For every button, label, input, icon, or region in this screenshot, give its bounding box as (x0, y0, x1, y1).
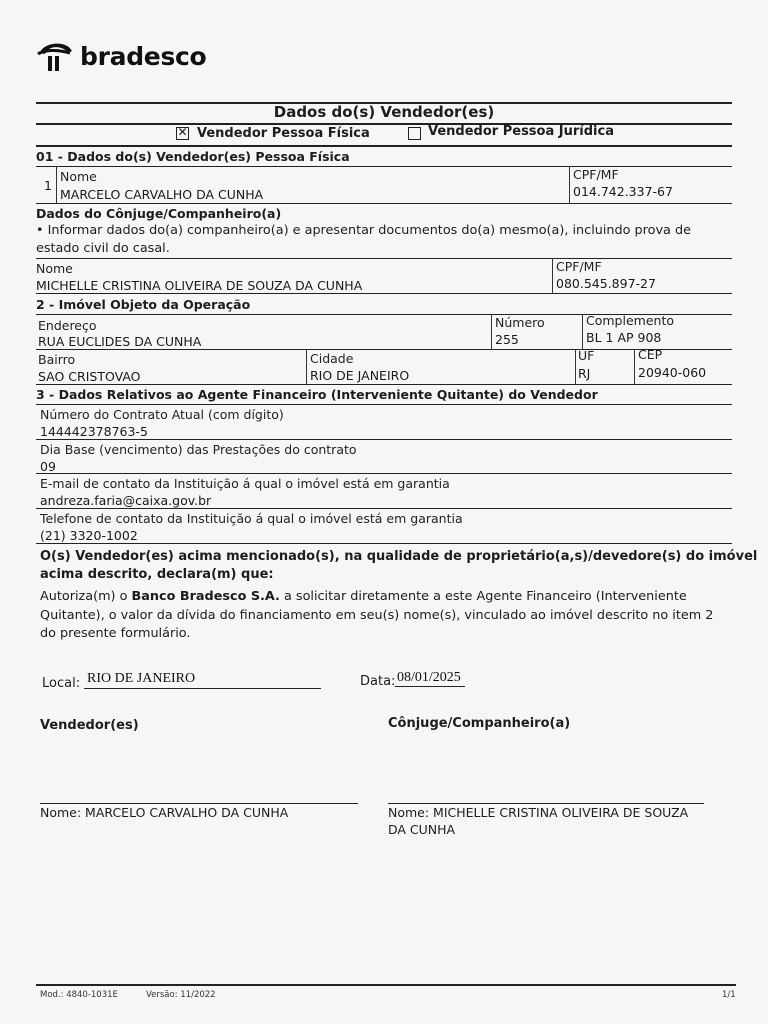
cell-border (552, 258, 553, 294)
vendedor-signature-line (40, 803, 358, 804)
footer-page: 1/1 (722, 990, 736, 1000)
pj-checkbox[interactable] (408, 127, 421, 140)
cell-border (56, 166, 57, 204)
declaration-p1-end: a solicitar diretamente a este Agente Financeiro (Interveniente (279, 589, 687, 604)
check-mark-icon: ✕ (177, 125, 188, 139)
dia-label: Dia Base (vencimento) das Prestações do contrato (40, 442, 357, 457)
cidade-value[interactable]: RIO DE JANEIRO (310, 368, 410, 383)
email-label: E-mail de contato da Instituição á qual o imóvel está em garantia (40, 476, 450, 491)
local-label: Local: (42, 676, 81, 691)
declaration-bank-name: Banco Bradesco S.A. (131, 589, 280, 604)
spouse-nome-value[interactable]: MICHELLE CRISTINA OLIVEIRA DE SOUZA DA CUNHA (36, 278, 363, 293)
section3-heading: 3 - Dados Relativos ao Agente Financeiro (Interveniente Quitante) do Vendedor (36, 387, 598, 402)
cpf-value[interactable]: 014.742.337-67 (573, 184, 673, 199)
declaration-paragraph-line2: Quitante), o valor da dívida do financiamento em seu(s) nome(s), vinculado ao imóvel descrito no item 2 (40, 608, 714, 623)
divider (36, 166, 732, 167)
conjuge-nome-line1: Nome: MICHELLE CRISTINA OLIVEIRA DE SOUZA (388, 805, 689, 820)
spouse-nome-label: Nome (36, 261, 73, 276)
nome-value[interactable]: MARCELO CARVALHO DA CUNHA (60, 187, 264, 202)
spouse-note-line1: • Informar dados do(a) companheiro(a) e apresentar documentos do(a) mesmo(a), incluindo prova de (36, 223, 691, 238)
cell-border (491, 314, 492, 350)
cell-border (569, 166, 570, 204)
divider (36, 543, 732, 544)
contrato-label: Número do Contrato Atual (com dígito) (40, 407, 284, 422)
conjuge-nome-line2: DA CUNHA (388, 822, 456, 837)
cell-border (575, 349, 576, 385)
numero-value[interactable]: 255 (495, 332, 519, 347)
dia-value[interactable]: 09 (40, 459, 56, 474)
bairro-value[interactable]: SAO CRISTOVAO (38, 369, 141, 384)
pf-option-label: Vendedor Pessoa Física (197, 126, 370, 141)
divider (36, 123, 732, 125)
divider (36, 508, 732, 509)
telefone-label: Telefone de contato da Instituição á qual o imóvel está em garantia (40, 511, 463, 526)
pf-checkbox[interactable] (176, 127, 189, 140)
cell-border (634, 349, 635, 385)
bradesco-logo (36, 36, 206, 76)
vendedor-heading: Vendedor(es) (40, 718, 139, 733)
footer-mod: Mod.: 4840-1031E (40, 990, 118, 1000)
conjuge-signature-line (388, 803, 704, 804)
conjuge-heading: Cônjuge/Companheiro(a) (388, 716, 571, 731)
declaration-paragraph-line3: do presente formulário. (40, 626, 191, 641)
endereco-label: Endereço (38, 318, 97, 333)
divider (36, 384, 732, 385)
spouse-note-line2: estado civil do casal. (36, 241, 170, 256)
cell-border (582, 314, 583, 350)
cell-border (306, 349, 307, 385)
section1-heading: 01 - Dados do(s) Vendedor(es) Pessoa Física (36, 149, 350, 164)
declaration-paragraph-line1 (40, 587, 687, 606)
endereco-value[interactable]: RUA EUCLIDES DA CUNHA (38, 334, 202, 349)
divider (36, 293, 732, 294)
vendedor-nome: Nome: MARCELO CARVALHO DA CUNHA (40, 805, 289, 820)
divider (36, 203, 732, 204)
telefone-value[interactable]: (21) 3320-1002 (40, 528, 138, 543)
pj-option-label: Vendedor Pessoa Jurídica (428, 124, 614, 139)
footer-versao: Versão: 11/2022 (146, 990, 216, 1000)
bradesco-logo-icon (36, 39, 76, 73)
declaration-line2: acima descrito, declara(m) que: (40, 567, 274, 582)
cidade-label: Cidade (310, 351, 354, 366)
declaration-line1: O(s) Vendedor(es) acima mencionado(s), na qualidade de proprietário(a,s)/devedore(s) do imóvel (40, 549, 758, 564)
cpf-label: CPF/MF (573, 167, 619, 182)
divider (36, 404, 732, 405)
spouse-cpf-value[interactable]: 080.545.897-27 (556, 276, 656, 291)
data-label: Data: (360, 674, 396, 689)
complemento-label: Complemento (586, 313, 674, 328)
declaration-p1-start: Autoriza(m) o (40, 589, 132, 604)
divider (36, 349, 732, 350)
data-value[interactable]: 08/01/2025 (397, 670, 461, 685)
divider (36, 258, 732, 259)
local-underline (84, 688, 321, 689)
cep-value[interactable]: 20940-060 (638, 365, 707, 380)
row-number: 1 (44, 178, 52, 193)
divider (36, 145, 732, 147)
divider (36, 439, 732, 440)
numero-label: Número (495, 315, 545, 330)
uf-label: UF (578, 348, 595, 363)
spouse-heading: Dados do Cônjuge/Companheiro(a) (36, 206, 282, 221)
bradesco-wordmark: bradesco (80, 41, 207, 71)
cep-label: CEP (638, 347, 663, 362)
complemento-value[interactable]: BL 1 AP 908 (586, 330, 662, 345)
form-title: Dados do(s) Vendedor(es) (273, 103, 495, 121)
local-value[interactable]: RIO DE JANEIRO (87, 671, 196, 686)
section2-heading: 2 - Imóvel Objeto da Operação (36, 297, 251, 312)
footer-divider (36, 984, 736, 986)
spouse-cpf-label: CPF/MF (556, 259, 602, 274)
nome-label: Nome (60, 169, 97, 184)
bairro-label: Bairro (38, 352, 76, 367)
email-value[interactable]: andreza.faria@caixa.gov.br (40, 493, 212, 508)
uf-value[interactable]: RJ (578, 366, 591, 381)
contrato-value[interactable]: 144442378763-5 (40, 424, 148, 439)
divider (36, 473, 732, 474)
data-underline (395, 686, 465, 687)
